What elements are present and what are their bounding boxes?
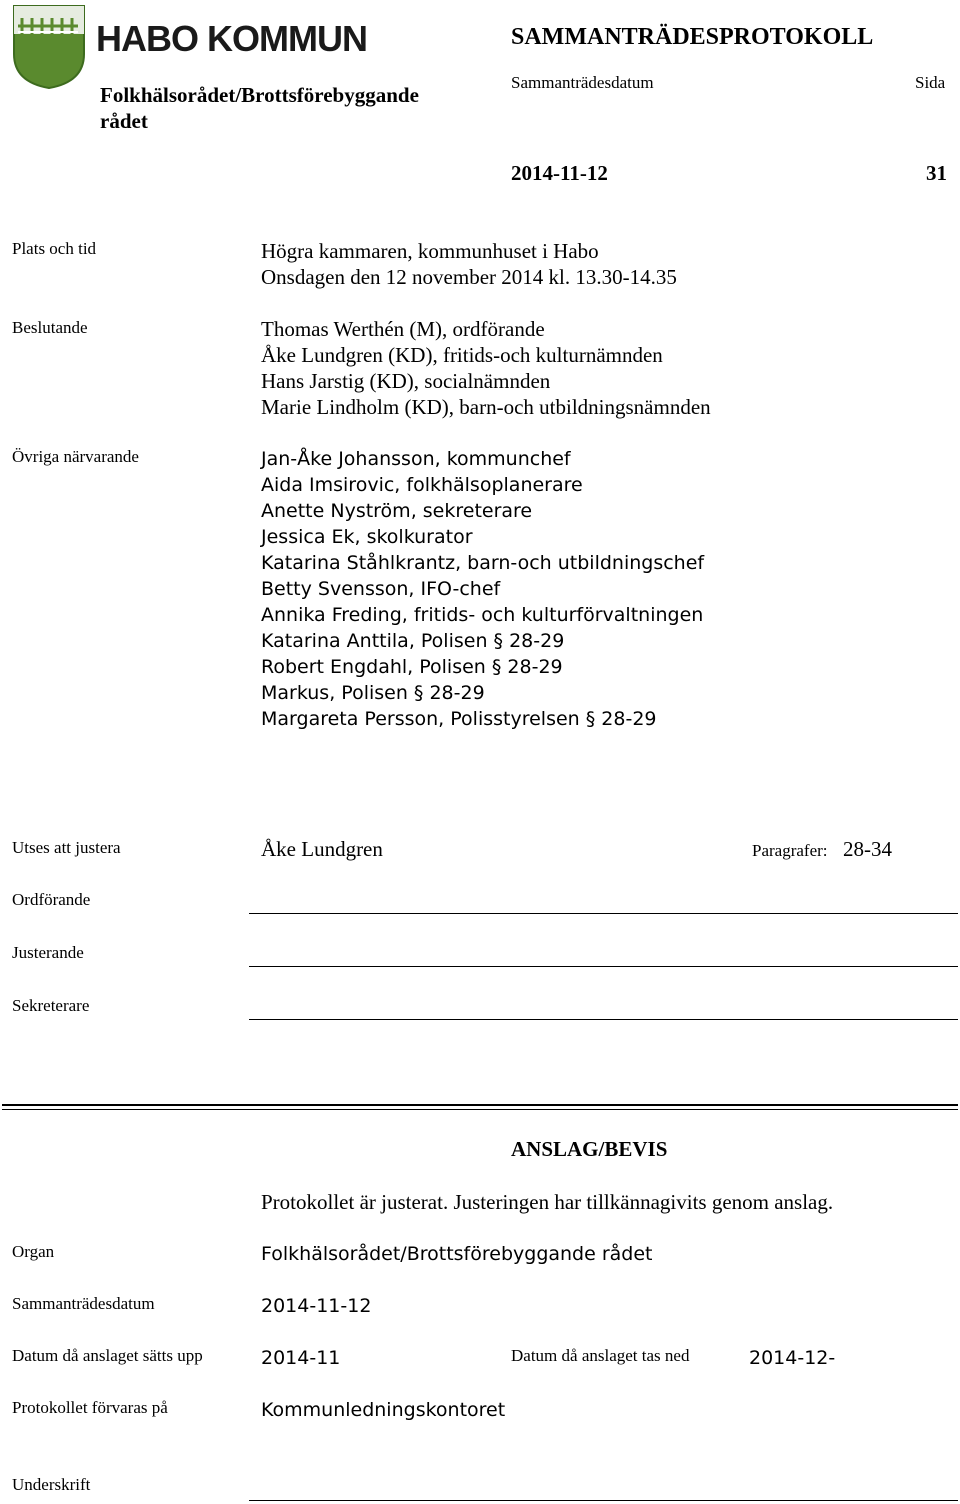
kept-at-value: Kommunledningskontoret [261, 1399, 506, 1421]
coat-of-arms-logo [12, 4, 86, 90]
list-item: Jessica Ek, skolkurator [261, 526, 473, 548]
anslag-title: ANSLAG/BEVIS [511, 1137, 668, 1161]
committee-name-line2: rådet [100, 109, 148, 133]
list-item: Aida Imsirovic, folkhälsoplanerare [261, 474, 583, 496]
list-item: Hans Jarstig (KD), socialnämnden [261, 369, 551, 393]
secretary-signature-line [249, 1019, 958, 1020]
anslag-statement: Protokollet är justerat. Justeringen har tillkännagivits genom anslag. [261, 1190, 834, 1214]
list-item: Anette Nyström, sekreterare [261, 500, 533, 522]
secretary-label: Sekreterare [12, 996, 90, 1015]
committee-name [100, 82, 419, 134]
list-item: Annika Freding, fritids- och kulturförvaltningen [261, 604, 704, 626]
list-item: Åke Lundgren (KD), fritids-och kulturnämnden [261, 343, 663, 367]
removed-date-value: 2014-12- [749, 1347, 836, 1369]
anslag-date-label: Sammanträdesdatum [12, 1294, 155, 1313]
organ-label: Organ [12, 1242, 55, 1261]
meeting-date: 2014-11-12 [511, 161, 608, 185]
list-item: Margareta Persson, Polisstyrelsen § 28-29 [261, 708, 657, 730]
others-list [261, 446, 704, 732]
section-divider [2, 1109, 958, 1110]
place-line: Högra kammaren, kommunhuset i Habo [261, 239, 599, 263]
page-number: 31 [926, 161, 947, 185]
time-line: Onsdagen den 12 november 2014 kl. 13.30-14.35 [261, 265, 677, 289]
removed-date-label: Datum då anslaget tas ned [511, 1346, 690, 1365]
place-time-value [261, 238, 677, 290]
deciding-label: Beslutande [12, 318, 88, 337]
list-item: Jan-Åke Johansson, kommunchef [261, 448, 571, 470]
deciding-list [261, 316, 711, 420]
chair-signature-line [249, 913, 958, 914]
signature-line [249, 1500, 958, 1501]
page-label: Sida [915, 73, 946, 92]
list-item: Marie Lindholm (KD), barn-och utbildningsnämnden [261, 395, 711, 419]
committee-name-line1: Folkhälsorådet/Brottsförebyggande [100, 83, 419, 107]
adjust-label: Utses att justera [12, 838, 121, 857]
posted-date-label: Datum då anslaget sätts upp [12, 1346, 203, 1365]
list-item: Betty Svensson, IFO-chef [261, 578, 501, 600]
others-label: Övriga närvarande [12, 447, 139, 466]
section-divider [2, 1104, 958, 1106]
anslag-date-value: 2014-11-12 [261, 1295, 372, 1317]
adjuster-label: Justerande [12, 943, 84, 962]
list-item: Markus, Polisen § 28-29 [261, 682, 485, 704]
signature-label: Underskrift [12, 1475, 91, 1494]
posted-date-value: 2014-11 [261, 1347, 341, 1369]
list-item: Katarina Anttila, Polisen § 28-29 [261, 630, 565, 652]
adjuster-signature-line [249, 966, 958, 967]
organ-value: Folkhälsorådet/Brottsförebyggande rådet [261, 1243, 653, 1265]
list-item: Thomas Werthén (M), ordförande [261, 317, 545, 341]
list-item: Katarina Ståhlkrantz, barn-och utbildningschef [261, 552, 705, 574]
meeting-date-label: Sammanträdesdatum [511, 73, 654, 92]
document-type: SAMMANTRÄDESPROTOKOLL [511, 24, 874, 50]
chair-label: Ordförande [12, 890, 91, 909]
place-time-label: Plats och tid [12, 239, 97, 258]
kept-at-label: Protokollet förvaras på [12, 1398, 168, 1417]
logo-text: HABO KOMMUN [96, 18, 367, 59]
paragraphs-value: 28-34 [843, 837, 892, 861]
adjuster-name: Åke Lundgren [261, 837, 383, 861]
list-item: Robert Engdahl, Polisen § 28-29 [261, 656, 563, 678]
paragraphs-label: Paragrafer: [752, 841, 828, 860]
